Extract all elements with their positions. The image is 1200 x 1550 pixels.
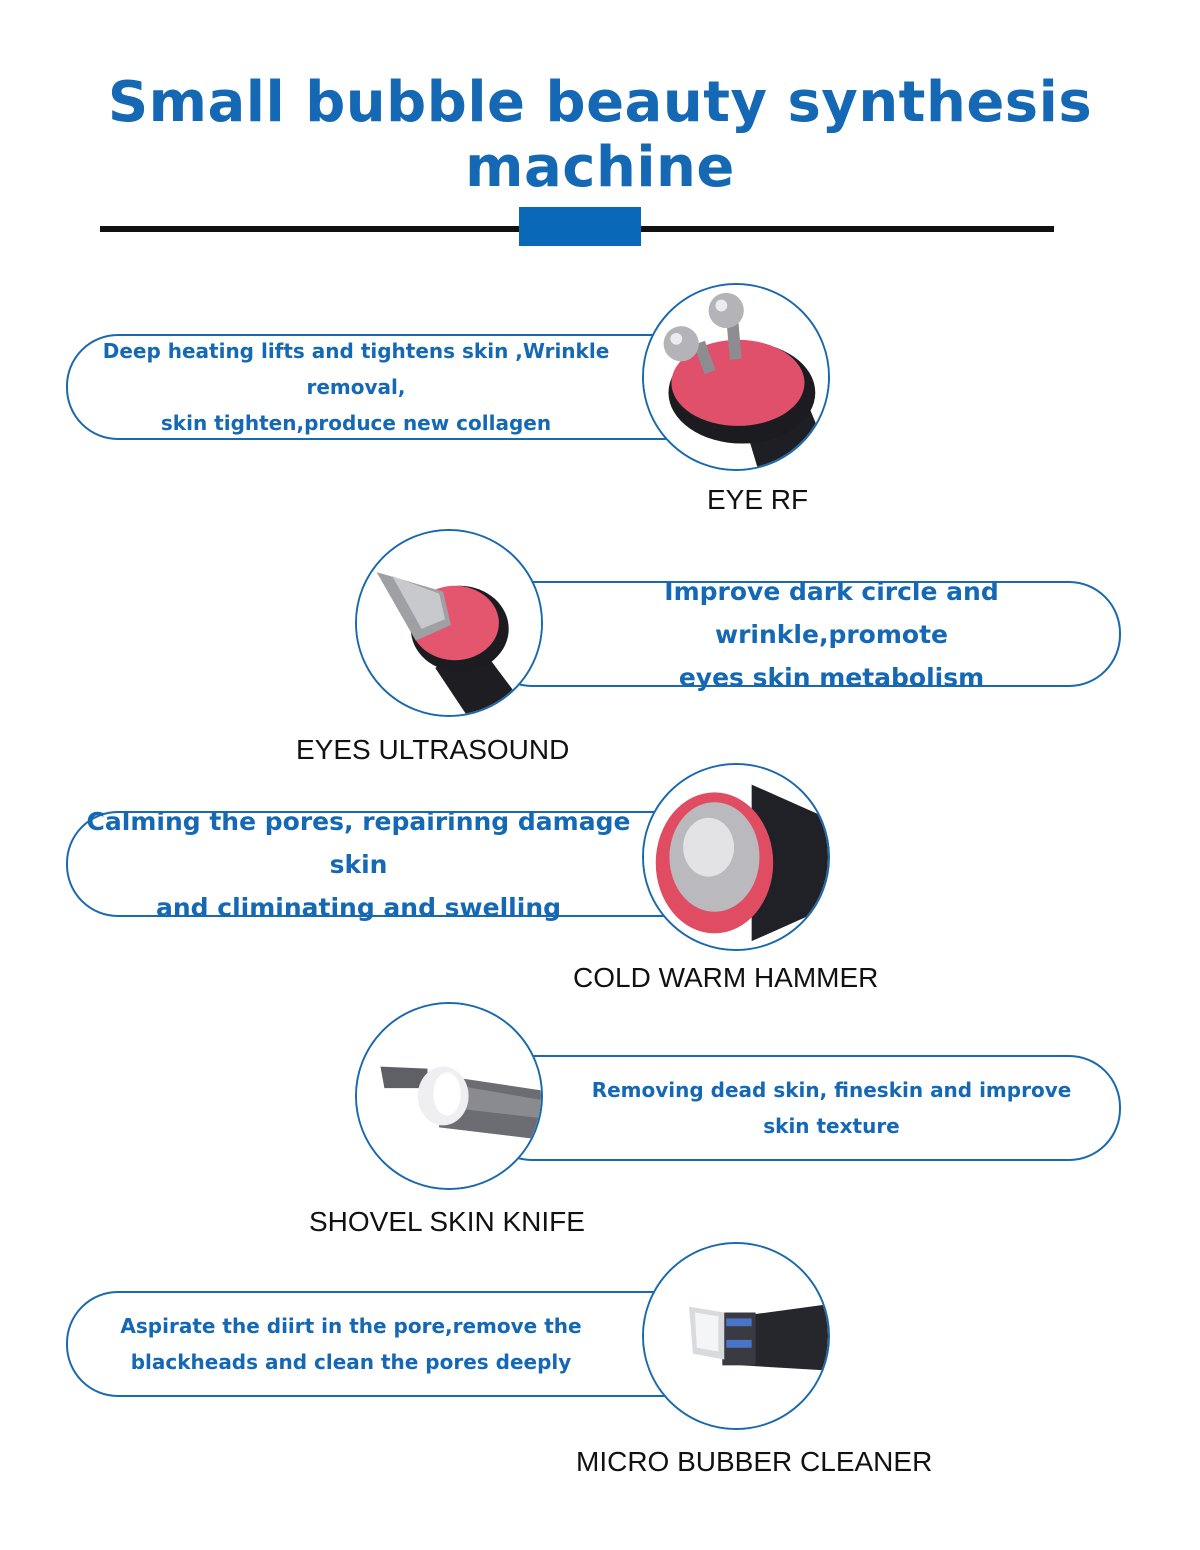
feature-label-eye-rf: EYE RF [707,484,809,515]
feature-description-text: Deep heating lifts and tightens skin ,Wrinkle removal, skin tighten,produce new collagen [102,339,610,435]
feature-label-shovel-skin-knife: SHOVEL SKIN KNIFE [309,1206,585,1237]
skin-scrubber-icon [355,1002,543,1190]
page-title: Small bubble beauty synthesis machine [107,70,1093,200]
feature-description-eyes-ultrasound [480,576,1121,692]
feature-description-text: Aspirate the diirt in the pore,remove the blackheads and clean the pores deeply [120,1314,582,1374]
feature-label-micro-bubber-cleaner: MICRO BUBBER CLEANER [576,1446,933,1477]
feature-description-text: Removing dead skin, fineskin and improve skin texture [591,1078,1072,1138]
ultrasound-probe-icon [355,529,543,717]
feature-label-cold-warm-hammer: COLD WARM HAMMER [573,962,879,993]
feature-description-text: Improve dark circle and wrinkle,promote eyes skin metabolism [664,576,999,692]
feature-description-eye-rf [66,334,716,440]
feature-description-shovel-skin-knife [480,1055,1121,1161]
feature-label-eyes-ultrasound: EYES ULTRASOUND [296,734,570,765]
feature-description-cold-warm-hammer [66,806,716,922]
bubble-tip-icon [642,1242,830,1430]
feature-description-micro-bubber-cleaner [66,1291,716,1397]
divider-accent-block [519,207,641,246]
feature-description-text: Calming the pores, repairinng damage skin and climinating and swelling [86,806,631,922]
eye-rf-head-icon [642,283,830,471]
hammer-head-icon [642,763,830,951]
